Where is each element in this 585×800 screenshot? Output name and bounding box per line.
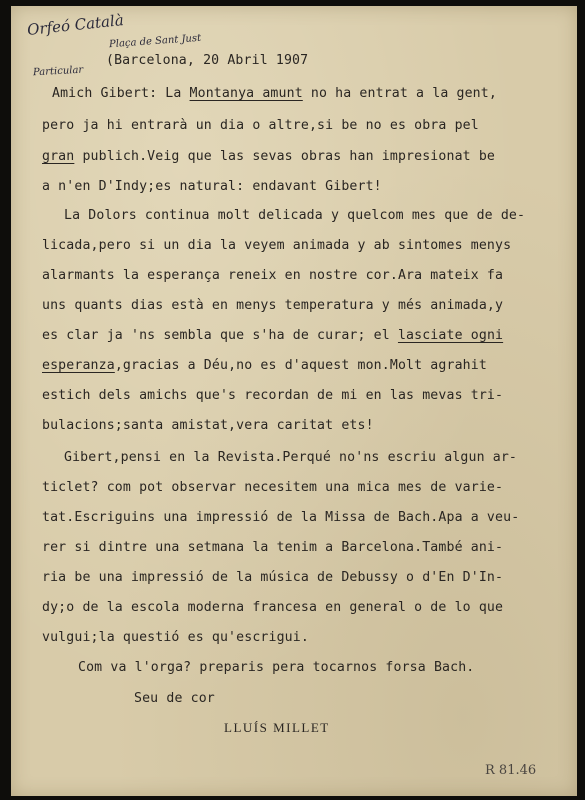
letter-line: estich dels amichs que's recordan de mi en las mevas tri- — [42, 388, 504, 403]
letter-line: Gibert,pensi en la Revista.Perqué no'ns escriu algun ar- — [64, 450, 518, 465]
letter-line: a n'en D'Indy;es natural: endavant Gibert! — [42, 179, 382, 194]
handwritten-address: Plaça de Sant Just — [108, 32, 202, 51]
letter-line: Com va l'orga? preparis pera tocarnos forsa Bach. — [78, 660, 475, 675]
letter-line: ria be una impressió de la música de Debussy o d'En D'In- — [42, 570, 504, 585]
archive-reference: R 81.46 — [485, 763, 537, 778]
letter-line: dy;o de la escola moderna francesa en general o de lo que — [42, 600, 504, 615]
letter-date: (Barcelona, 20 Abril 1907 — [106, 53, 309, 68]
letter-line: Amich Gibert: La Montanya amunt no ha entrat a la gent, — [52, 86, 497, 101]
letter-line: vulgui;la questió es qu'escrigui. — [42, 630, 309, 645]
letter-line: pero ja hi entrarà un dia o altre,si be no es obra pel — [42, 118, 479, 133]
letter-line: rer si dintre una setmana la tenim a Barcelona.També ani- — [42, 540, 504, 555]
letter-line: uns quants dias està en menys temperatura y més animada,y — [42, 298, 504, 313]
handwritten-note: Particular — [32, 64, 84, 79]
letter-line: gran publich.Veig que las sevas obras han impresionat be — [42, 149, 496, 164]
letter-line: bulacions;santa amistat,vera caritat ets! — [42, 418, 374, 433]
letter-line: esperanza,gracias a Déu,no es d'aquest mon.Molt agrahit — [42, 358, 487, 373]
handwritten-header: Orfeó Català — [26, 10, 125, 40]
letter-line: tat.Escriguins una impressió de la Missa de Bach.Apa a veu- — [42, 510, 520, 525]
letter-closing: Seu de cor — [134, 691, 215, 706]
letter-line: licada,pero si un dia la veyem animada y ab sintomes menys — [42, 238, 512, 253]
letter-page — [11, 6, 577, 796]
letter-line: ticlet? com pot observar necesitem una mica mes de varie- — [42, 480, 504, 495]
letter-line: es clar ja 'ns sembla que s'ha de curar; el lasciate ogni — [42, 328, 504, 343]
letter-line: alarmants la esperança reneix en nostre cor.Ara mateix fa — [42, 268, 504, 283]
letter-signature: LLUÍS MILLET — [224, 720, 330, 735]
letter-line: La Dolors continua molt delicada y quelcom mes que de de- — [64, 208, 526, 223]
